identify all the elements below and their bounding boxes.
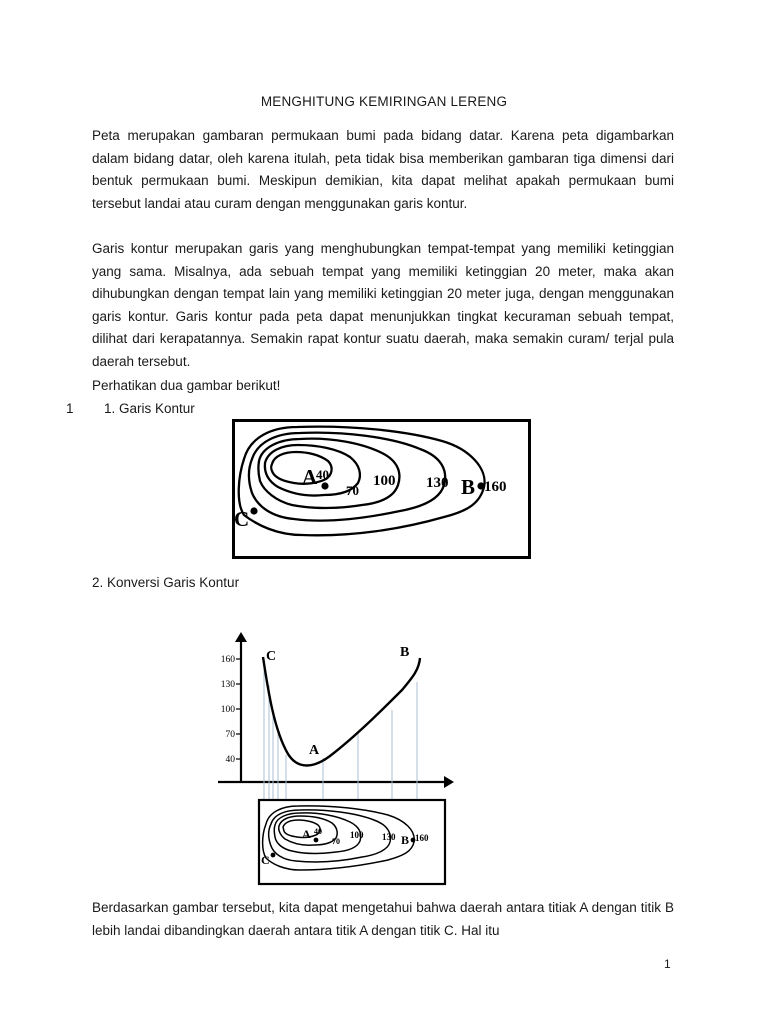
contour-map-figure [232,419,532,560]
y-axis-arrow [235,632,247,642]
mini-point-b-label: B [401,833,410,847]
y-tick-label-40: 40 [225,755,235,765]
list-marker: 1 [66,401,74,416]
contour-label-40: 40 [316,467,329,482]
mini-point-a-label: A [302,827,311,841]
contour-label-130: 130 [426,475,449,491]
profile-curve [263,657,420,766]
mini-contour-label-70: 70 [332,837,340,846]
mini-contour-label-100: 100 [350,830,364,840]
mini-contour-label-160: 160 [415,833,429,843]
page-number: 1 [664,957,671,971]
mini-point-c-marker [271,853,276,858]
document-title: MENGHITUNG KEMIRINGAN LERENG [260,94,508,109]
y-tick-label-160: 160 [220,655,235,665]
figure1-caption: 1. Garis Kontur [104,401,195,416]
point-a-marker [321,482,328,489]
closing-paragraph: Berdasarkan gambar tersebut, kita dapat mengetahui bahwa daerah antara titiak A dengan titik B lebih landai dibandingkan daerah antara titik A dengan titik C. Hal itu [92,900,674,938]
curve-label-c: C [266,649,277,664]
curve-label-a: A [309,743,320,758]
instruction-text: Perhatikan dua gambar berikut! [92,378,281,393]
curve-label-b: B [400,645,410,660]
x-axis-arrow [444,776,454,788]
point-a-label: A [302,465,318,489]
mini-contour-label-130: 130 [382,832,396,842]
paragraph-1: Peta merupakan gambaran permukaan bumi pada bidang datar. Karena peta digambarkan dalam bidang datar, oleh karena itulah, peta tidak bisa memberikan gambaran tiga dimensi dari bentuk permukaan bumi. Meskipun demikian, kita dapat melihat apakah permukaan bumi tersebut landai atau curam dengan menggunakan garis kontur. [92,128,674,211]
contour-label-70: 70 [346,483,359,498]
contour-label-160: 160 [484,479,507,495]
contour-label-100: 100 [373,473,396,489]
point-c-label: C [234,507,250,531]
point-b-label: B [461,475,476,499]
mini-point-a-marker [314,838,319,843]
contour-conversion-figure [206,630,458,890]
paragraph-2: Garis kontur merupakan garis yang menghubungkan tempat-tempat yang memiliki ketinggian yang sama. Misalnya, ada sebuah tempat yang memiliki ketinggian 20 meter, maka akan dihubungkan dengan tempat lain yang memiliki ketinggian 20 meter juga, dengan menggunakan garis kontur. Garis kontur pada peta dapat menunjukkan tingkat kecuraman sebuah tempat, dilihat dari kerapatannya. Semakin rapat kontur suatu daerah, maka semakin curam/ terjal pula daerah tersebut. [92,241,674,369]
figure2-caption: 2. Konversi Garis Kontur [92,575,240,590]
mini-contour-map [259,800,445,884]
y-tick-label-100: 100 [220,705,235,715]
point-c-marker [250,507,257,514]
mini-point-c-label: C [261,853,270,867]
mini-contour-label-40: 40 [314,827,322,836]
y-tick-label-70: 70 [225,730,235,740]
y-tick-label-130: 130 [220,680,235,690]
